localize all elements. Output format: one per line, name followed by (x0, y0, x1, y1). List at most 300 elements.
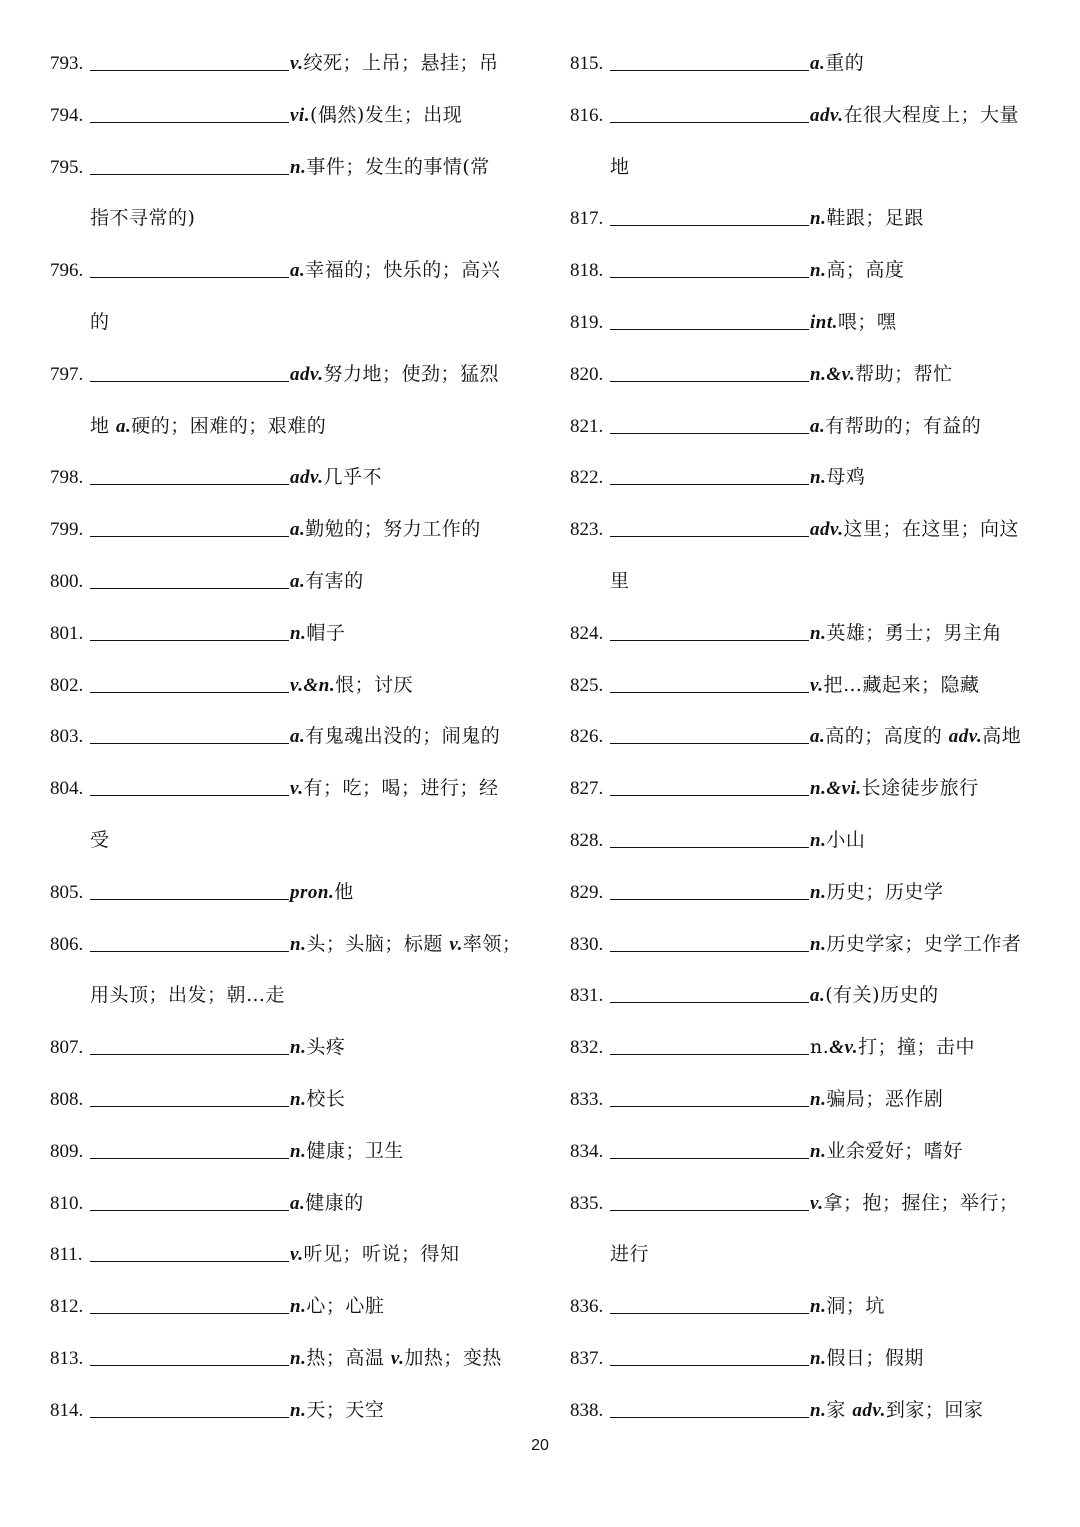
part-of-speech: adv. (290, 467, 324, 489)
part-of-speech: adv. (810, 104, 844, 126)
answer-blank[interactable] (90, 1312, 289, 1314)
definition-text: 有；吃；喝；进行；经 (303, 777, 499, 800)
vocab-entry (570, 349, 1040, 401)
entry-number: 826. (570, 726, 604, 748)
definition (810, 245, 904, 297)
definition (290, 1074, 345, 1126)
definition-text: 地 (90, 414, 117, 437)
entry-number: 832. (570, 1037, 604, 1059)
part-of-speech: n. (810, 1347, 827, 1369)
vocab-entry (570, 90, 1040, 142)
answer-blank[interactable] (90, 898, 289, 900)
vocab-entry (50, 142, 540, 194)
part-of-speech: n. (810, 260, 827, 282)
entry-number: 797. (50, 363, 84, 385)
answer-blank[interactable] (610, 276, 809, 278)
part-of-speech: a. (810, 53, 826, 74)
answer-blank[interactable] (610, 1416, 809, 1418)
part-of-speech: v. (290, 53, 304, 74)
definition (290, 556, 364, 608)
definition-continuation (50, 401, 540, 453)
answer-blank[interactable] (610, 1312, 809, 1314)
definition-text: 恨；讨厌 (335, 673, 414, 696)
entry-number: 817. (570, 208, 604, 230)
answer-blank[interactable] (90, 69, 289, 71)
page-number: 20 (531, 1437, 549, 1454)
definition-continuation (50, 815, 540, 867)
part-of-speech: a. (290, 519, 306, 541)
definition-text: 打；撞；击中 (858, 1036, 976, 1059)
vocab-entry (50, 711, 540, 763)
vocab-entry (570, 452, 1040, 504)
part-of-speech: n. (810, 622, 827, 644)
vocab-entry (50, 452, 540, 504)
vocab-entry (50, 660, 540, 712)
entry-number: 813. (50, 1347, 84, 1369)
answer-blank[interactable] (90, 276, 289, 278)
definition (810, 452, 865, 504)
vocab-entry (50, 919, 540, 971)
definition-text: 头疼 (306, 1036, 346, 1059)
answer-blank[interactable] (610, 380, 809, 382)
definition-text: 高；高度 (826, 259, 905, 282)
answer-blank[interactable] (90, 535, 289, 537)
definition-text: 天；天空 (306, 1398, 385, 1421)
part-of-speech: v. (810, 1192, 824, 1214)
entry-number: 825. (570, 674, 604, 696)
definition-text: 有帮助的；有益的 (825, 414, 982, 437)
entry-number: 803. (50, 726, 84, 748)
definition-text: 高的；高度的 (825, 725, 949, 748)
definition-text: 帮助；帮忙 (855, 362, 953, 385)
definition (810, 867, 943, 919)
entry-number: 819. (570, 311, 604, 333)
answer-blank[interactable] (90, 1105, 289, 1107)
part-of-speech: n. (290, 1037, 307, 1059)
right-column (570, 38, 1040, 1437)
entry-number: 804. (50, 778, 84, 800)
definition-text: 母鸡 (826, 466, 866, 489)
part-of-speech: &v. (829, 1037, 859, 1059)
answer-blank[interactable] (90, 173, 289, 175)
part-of-speech: a. (290, 1192, 306, 1214)
definition (290, 711, 500, 763)
answer-blank[interactable] (90, 1157, 289, 1159)
vocab-entry (570, 245, 1040, 297)
vocab-entry (570, 1385, 1040, 1437)
answer-blank[interactable] (610, 794, 809, 796)
vocab-entry (50, 867, 540, 919)
definition-text: 骗局；恶作剧 (826, 1087, 944, 1110)
answer-blank[interactable] (90, 950, 289, 952)
definition-text: 受 (90, 828, 110, 851)
answer-blank[interactable] (610, 950, 809, 952)
definition (810, 608, 1002, 660)
answer-blank[interactable] (90, 794, 289, 796)
definition-text: 绞死；上吊；悬挂；吊 (303, 52, 499, 74)
definition-text: 指不寻常的) (90, 207, 196, 230)
answer-blank[interactable] (610, 328, 809, 330)
answer-blank[interactable] (610, 121, 809, 123)
answer-blank[interactable] (610, 1053, 809, 1055)
answer-blank[interactable] (610, 535, 809, 537)
answer-blank[interactable] (90, 483, 289, 485)
vocab-entry (570, 608, 1040, 660)
definition (290, 919, 521, 971)
entry-number: 802. (50, 674, 84, 696)
definition-continuation (50, 193, 540, 245)
definition (290, 1333, 502, 1385)
answer-blank[interactable] (90, 1416, 289, 1418)
definition-text: 这里；在这里；向这 (843, 518, 1019, 541)
part-of-speech: a. (810, 415, 826, 437)
entry-number: 838. (570, 1399, 604, 1421)
answer-blank[interactable] (610, 224, 809, 226)
definition-text: 鞋跟；足跟 (826, 207, 924, 230)
definition-text: 勤勉的；努力工作的 (305, 518, 481, 541)
answer-blank[interactable] (90, 1260, 289, 1262)
vocab-entry (50, 1281, 540, 1333)
vocab-entry (570, 1178, 1040, 1230)
part-of-speech: a. (290, 570, 306, 592)
part-of-speech: a. (810, 726, 826, 748)
definition-text: 家 (826, 1398, 853, 1421)
entry-number: 798. (50, 467, 84, 489)
vocab-entry (570, 193, 1040, 245)
vocab-entry (50, 1126, 540, 1178)
part-of-speech: n. (290, 1088, 307, 1110)
entry-number: 816. (570, 104, 604, 126)
definition-text: 几乎不 (323, 466, 382, 489)
definition (290, 142, 490, 194)
vocab-entry (570, 763, 1040, 815)
definition (290, 608, 345, 660)
part-of-speech: n. (290, 933, 307, 955)
vocab-entry (50, 556, 540, 608)
definition (810, 660, 980, 712)
part-of-speech: n. (290, 622, 307, 644)
part-of-speech: vi. (290, 104, 310, 126)
part-of-speech: a. (290, 726, 306, 748)
entry-number: 823. (570, 519, 604, 541)
vocab-entry (50, 1333, 540, 1385)
part-of-speech: a. (810, 985, 826, 1007)
definition-text: 到家；回家 (885, 1398, 984, 1421)
part-of-speech: n. (810, 829, 827, 851)
definition (810, 38, 864, 90)
definition (290, 245, 500, 297)
definition-text: 假日；假期 (826, 1346, 924, 1369)
vocab-entry (570, 1074, 1040, 1126)
entry-number: 814. (50, 1399, 84, 1421)
vocab-entry (50, 1385, 540, 1437)
answer-blank[interactable] (90, 121, 289, 123)
definition-continuation (50, 297, 540, 349)
part-of-speech: adv. (852, 1399, 886, 1421)
definition-continuation (50, 970, 540, 1022)
entry-number: 824. (570, 622, 604, 644)
definition (90, 401, 326, 453)
answer-blank[interactable] (610, 1209, 809, 1211)
entry-number: 833. (570, 1088, 604, 1110)
definition (810, 711, 1021, 763)
definition (290, 867, 354, 919)
entry-number: 815. (570, 53, 604, 74)
answer-blank[interactable] (90, 1209, 289, 1211)
part-of-speech: n. (290, 1399, 307, 1421)
part-of-speech: v. (449, 933, 463, 955)
definition-text: 心；心脏 (306, 1295, 385, 1318)
vocab-entry (50, 38, 540, 90)
definition-text: 帽子 (306, 621, 346, 644)
entry-number: 794. (50, 104, 84, 126)
definition-text: 高地 (982, 725, 1022, 748)
definition (290, 349, 499, 401)
part-of-speech: n. (290, 156, 307, 178)
answer-blank[interactable] (90, 742, 289, 744)
part-of-speech: v. (290, 1244, 304, 1266)
answer-blank[interactable] (610, 1105, 809, 1107)
definition-text: 的 (90, 310, 110, 333)
part-of-speech: n.&vi. (810, 778, 862, 800)
left-column (50, 38, 540, 1437)
part-of-speech: n. (810, 1296, 827, 1318)
definition (810, 1385, 983, 1437)
entry-number: 821. (570, 415, 604, 437)
definition-continuation (570, 556, 1040, 608)
definition (290, 1229, 460, 1281)
entry-number: 827. (570, 778, 604, 800)
vocab-entry (570, 970, 1040, 1022)
part-of-speech: a. (116, 415, 132, 437)
answer-blank[interactable] (610, 1157, 809, 1159)
definition-text: 率领； (462, 932, 522, 955)
definition (810, 1126, 963, 1178)
definition-text: 加热；变热 (404, 1346, 502, 1369)
definition (290, 763, 499, 815)
definition-text: 喂；嘿 (837, 310, 897, 333)
definition-continuation (570, 1229, 1040, 1281)
definition (290, 90, 462, 142)
part-of-speech: n. (290, 1296, 307, 1318)
definition-text: 重的 (825, 52, 865, 74)
vocab-entry (570, 919, 1040, 971)
answer-blank[interactable] (90, 639, 289, 641)
definition-text: 拿；抱；握住；举行； (823, 1191, 1019, 1214)
vocab-entry (570, 504, 1040, 556)
definition (810, 970, 939, 1022)
entry-number: 835. (570, 1192, 604, 1214)
definition (810, 297, 896, 349)
definition (290, 1281, 384, 1333)
answer-blank[interactable] (610, 742, 809, 744)
definition (810, 401, 981, 453)
definition-text: 英雄；勇士；男主角 (826, 621, 1002, 644)
part-of-speech: n. (810, 1088, 827, 1110)
entry-number: 837. (570, 1347, 604, 1369)
definition (810, 349, 953, 401)
part-of-speech: n.&v. (810, 363, 856, 385)
vocab-entry (50, 504, 540, 556)
answer-blank[interactable] (610, 69, 809, 71)
definition-text: 在很大程度上；大量 (843, 103, 1019, 126)
vocab-entry (570, 660, 1040, 712)
definition (290, 38, 499, 90)
answer-blank[interactable] (90, 691, 289, 693)
entry-number: 799. (50, 519, 84, 541)
entry-number: 800. (50, 570, 84, 592)
definition (810, 1074, 943, 1126)
entry-number: 836. (570, 1296, 604, 1318)
definition (290, 1126, 404, 1178)
vocab-entry (50, 1022, 540, 1074)
definition (810, 504, 1019, 556)
definition (810, 919, 1021, 971)
answer-blank[interactable] (610, 691, 809, 693)
vocab-entry (570, 711, 1040, 763)
definition-text: 健康；卫生 (306, 1139, 404, 1162)
definition (810, 763, 979, 815)
entry-number: 807. (50, 1037, 84, 1059)
answer-blank[interactable] (90, 1053, 289, 1055)
part-of-speech: v. (390, 1347, 405, 1369)
definition-text: 地 (610, 155, 630, 178)
entry-number: 820. (570, 363, 604, 385)
part-of-speech: a. (290, 260, 306, 282)
definition-text: 事件；发生的事情(常 (306, 155, 490, 178)
definition-text: 幸福的；快乐的；高兴 (305, 259, 501, 282)
part-of-speech: adv. (810, 519, 844, 541)
entry-number: 818. (570, 260, 604, 282)
definition (290, 1178, 364, 1230)
definition-text: 历史；历史学 (826, 880, 944, 903)
definition-text: 里 (610, 569, 630, 592)
definition-text: 听见；听说；得知 (303, 1243, 460, 1266)
answer-blank[interactable] (610, 639, 809, 641)
definition-text: 健康的 (305, 1191, 364, 1214)
definition-text: 校长 (306, 1087, 346, 1110)
vocab-entry (570, 297, 1040, 349)
definition-text: 热；高温 (306, 1346, 391, 1369)
definition-text: 用头顶；出发；朝…走 (90, 984, 286, 1007)
definition-text: 洞；坑 (826, 1295, 885, 1318)
entry-number: 834. (570, 1140, 604, 1162)
definition-text: (偶然)发生；出现 (309, 103, 463, 126)
definition-text: 有鬼魂出没的；闹鬼的 (305, 725, 501, 748)
vocab-entry (50, 763, 540, 815)
definition-text: 他 (334, 880, 354, 903)
entry-number: 811. (50, 1244, 83, 1266)
answer-blank[interactable] (610, 1001, 809, 1003)
entry-number: 831. (570, 985, 604, 1007)
definition (290, 1022, 345, 1074)
answer-blank[interactable] (610, 483, 809, 485)
entry-number: 801. (50, 622, 84, 644)
definition (290, 452, 382, 504)
definition-continuation (570, 142, 1040, 194)
entry-number: 795. (50, 156, 84, 178)
definition-text: 把…藏起来；隐藏 (823, 673, 980, 696)
definition (810, 1022, 975, 1074)
definition-text: 努力地；使劲；猛烈 (323, 362, 499, 385)
answer-blank[interactable] (610, 432, 809, 434)
answer-blank[interactable] (610, 898, 809, 900)
vocab-entry (570, 867, 1040, 919)
part-of-speech: pron. (290, 881, 335, 903)
vocab-entry (570, 1281, 1040, 1333)
vocab-entry (570, 401, 1040, 453)
part-of-speech: n. (810, 1399, 827, 1421)
entry-number: 805. (50, 881, 84, 903)
part-of-speech: n. (810, 208, 827, 230)
entry-number: 793. (50, 53, 84, 74)
definition (810, 90, 1019, 142)
vocab-entry (570, 1022, 1040, 1074)
definition-text: 业余爱好；嗜好 (826, 1139, 963, 1162)
vocab-entry (570, 815, 1040, 867)
definition (290, 1385, 384, 1437)
vocab-entry (570, 1126, 1040, 1178)
vocab-entry (50, 1178, 540, 1230)
definition-text: 小山 (826, 828, 866, 851)
answer-blank[interactable] (610, 846, 809, 848)
definition-text: 硬的；困难的；艰难的 (131, 414, 327, 437)
vocab-entry (50, 1229, 540, 1281)
part-of-speech: v. (810, 674, 824, 696)
entry-number: 806. (50, 933, 84, 955)
definition (810, 1178, 1019, 1230)
part-of-speech: adv. (290, 363, 324, 385)
vocab-entry (50, 608, 540, 660)
definition-text: 头；头脑；标题 (306, 932, 450, 955)
entry-number: 829. (570, 881, 604, 903)
part-of-speech: v.&n. (290, 674, 336, 696)
part-of-speech: n. (810, 881, 827, 903)
entry-number: 809. (50, 1140, 84, 1162)
definition (810, 193, 924, 245)
part-of-speech: n. (290, 1347, 307, 1369)
answer-blank[interactable] (610, 1364, 809, 1366)
part-of-speech: n. (810, 467, 827, 489)
definition-text: 长途徒步旅行 (861, 777, 979, 800)
vocab-entry (50, 1074, 540, 1126)
part-of-speech: n. (810, 1140, 827, 1162)
part-of-speech: adv. (948, 726, 983, 748)
entry-number: 822. (570, 467, 604, 489)
vocab-entry (570, 38, 1040, 90)
entry-number: 796. (50, 260, 84, 282)
definition-text: 有害的 (305, 569, 364, 592)
definition-text: (有关)历史的 (825, 984, 939, 1007)
definition-text: 进行 (610, 1243, 650, 1266)
entry-number: 808. (50, 1088, 84, 1110)
definition-text: 历史学家；史学工作者 (826, 932, 1022, 955)
vocab-entry (570, 1333, 1040, 1385)
definition (810, 815, 865, 867)
vocab-entry (50, 349, 540, 401)
vocab-entry (50, 245, 540, 297)
part-of-speech: v. (290, 778, 304, 800)
part-of-speech: int. (810, 311, 838, 333)
part-of-speech: n. (810, 933, 827, 955)
answer-blank[interactable] (90, 1364, 289, 1366)
answer-blank[interactable] (90, 587, 289, 589)
definition-text: n. (810, 1036, 830, 1059)
entry-number: 812. (50, 1296, 84, 1318)
definition (290, 504, 481, 556)
answer-blank[interactable] (90, 380, 289, 382)
entry-number: 830. (570, 933, 604, 955)
